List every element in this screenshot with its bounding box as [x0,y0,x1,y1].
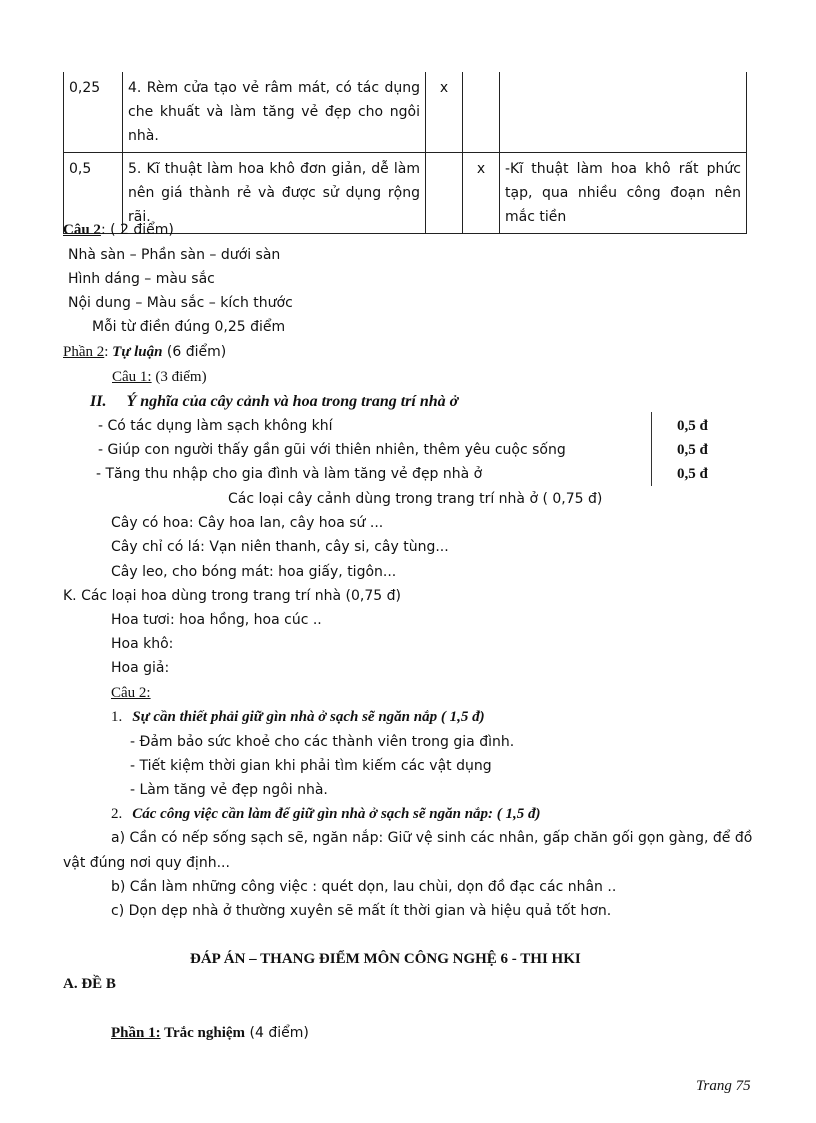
q1-title: Sự cần thiết phải giữ gìn nhà ở sạch sẽ ngăn nắp ( 1,5 đ) [132,709,485,725]
score-divider [651,412,652,486]
meaning-item: - Tăng thu nhập cho gia đình và làm tăng vẻ đẹp nhà ở [96,466,483,482]
section-number: II. [90,393,107,410]
false-mark-cell [463,72,500,153]
statement-cell: 5. Kĩ thuật làm hoa khô đơn giản, dễ làm nên giá thành rẻ và được sử dụng rộng rãi. [123,153,426,234]
part1-points: (4 điểm) [245,1025,309,1041]
meaning-score: 0,5 đ [677,466,708,482]
q1-number: 1. [111,709,123,725]
plant-item: Cây có hoa: Cây hoa lan, cây hoa sứ ... [111,515,384,531]
part1-title: Trắc nghiệm [160,1025,246,1041]
flower-item: Hoa giả: [111,660,170,676]
statement-cell: 4. Rèm cửa tạo vẻ râm mát, có tác dụng che khuất và làm tăng vẻ đẹp cho ngôi nhà. [123,72,426,153]
q2-item-a: a) Cần có nếp sống sạch sẽ, ngăn nắp: Giữ vệ sinh các nhân, gấp chăn gối gọn gàng, để đồ [111,830,753,846]
answer-key-title: ĐÁP ÁN – THANG ĐIỂM MÔN CÔNG NGHỆ 6 - THI HKI [190,951,581,967]
meaning-score: 0,5 đ [677,418,708,434]
score-cell: 0,5 [64,153,123,234]
q2-item-c: c) Dọn dẹp nhà ở thường xuyên sẽ mất ít thời gian và hiệu quả tốt hơn. [111,903,612,919]
meaning-score: 0,5 đ [677,442,708,458]
true-mark-cell [426,153,463,234]
fill-answer-line: Nội dung – Màu sắc – kích thước [68,295,293,311]
plant-item: Cây leo, cho bóng mát: hoa giấy, tigôn... [111,564,397,580]
correction-cell [500,72,747,153]
q2-heading [111,806,541,823]
flowers-heading: K. Các loại hoa dùng trong trang trí nhà (0,75 đ) [63,588,401,604]
answer-table [63,72,747,234]
cau2-label: Câu 2 [63,222,101,238]
q1-item: - Làm tăng vẻ đẹp ngôi nhà. [130,782,328,798]
cau1-heading [112,369,207,386]
part2-label: Phần 2 [63,344,105,360]
part1-heading [111,1025,309,1042]
section-heading [90,393,458,411]
cau2-heading [63,222,174,239]
section-name: . ĐỀ B [73,976,116,992]
table-row [64,72,747,153]
q1-item: - Tiết kiệm thời gian khi phải tìm kiếm các vật dụng [130,758,492,774]
correction-cell: -Kĩ thuật làm hoa khô rất phức tạp, qua nhiều công đoạn nên mắc tiền [500,153,747,234]
flower-item: Hoa khô: [111,636,174,652]
part2-title: Tự luận [112,344,163,360]
q1-heading [111,709,485,726]
section-title: Ý nghĩa của cây cảnh và hoa trong trang trí nhà ở [126,393,459,410]
false-mark-cell: x [463,153,500,234]
meaning-item: - Giúp con người thấy gần gũi với thiên nhiên, thêm yêu cuộc sống [98,442,566,458]
q2-title: Các công việc cần làm để giữ gìn nhà ở sạch sẽ ngăn nắp: ( 1,5 đ) [132,806,541,822]
meaning-item: - Có tác dụng làm sạch không khí [98,418,333,434]
section-letter: A [63,976,74,992]
score-cell: 0,25 [64,72,123,153]
fill-answer-line: Nhà sàn – Phần sàn – dưới sàn [68,247,281,263]
part2-heading: Phần 2: Tự luận (6 điểm) [63,344,227,360]
cau1-points: (3 điểm) [151,369,207,385]
q2-item-b: b) Cần làm những công việc : quét dọn, lau chùi, dọn đồ đạc các nhân .. [111,879,617,895]
plants-heading: Các loại cây cảnh dùng trong trang trí nhà ở ( 0,75 đ) [228,491,603,507]
page-number: Trang 75 [696,1078,751,1094]
fill-answer-line: Hình dáng – màu sắc [68,271,215,287]
de-b-heading [63,976,116,993]
q1-item: - Đảm bảo sức khoẻ cho các thành viên trong gia đình. [130,734,515,750]
flower-item: Hoa tươi: hoa hồng, hoa cúc .. [111,612,322,628]
cau2-essay-label: Câu 2: [111,685,151,701]
plant-item: Cây chỉ có lá: Vạn niên thanh, cây si, cây tùng... [111,539,449,555]
q2-number: 2. [111,806,123,822]
true-mark-cell: x [426,72,463,153]
cau1-label: Câu 1: [112,369,152,385]
part2-points: (6 điểm) [162,344,227,360]
scoring-note: Mỗi từ điền đúng 0,25 điểm [92,319,286,335]
q2-item-a-cont: vật đúng nơi quy định... [63,855,230,871]
part1-label: Phần 1: [111,1025,161,1041]
cau2-points: : ( 2 điểm) [100,222,174,238]
